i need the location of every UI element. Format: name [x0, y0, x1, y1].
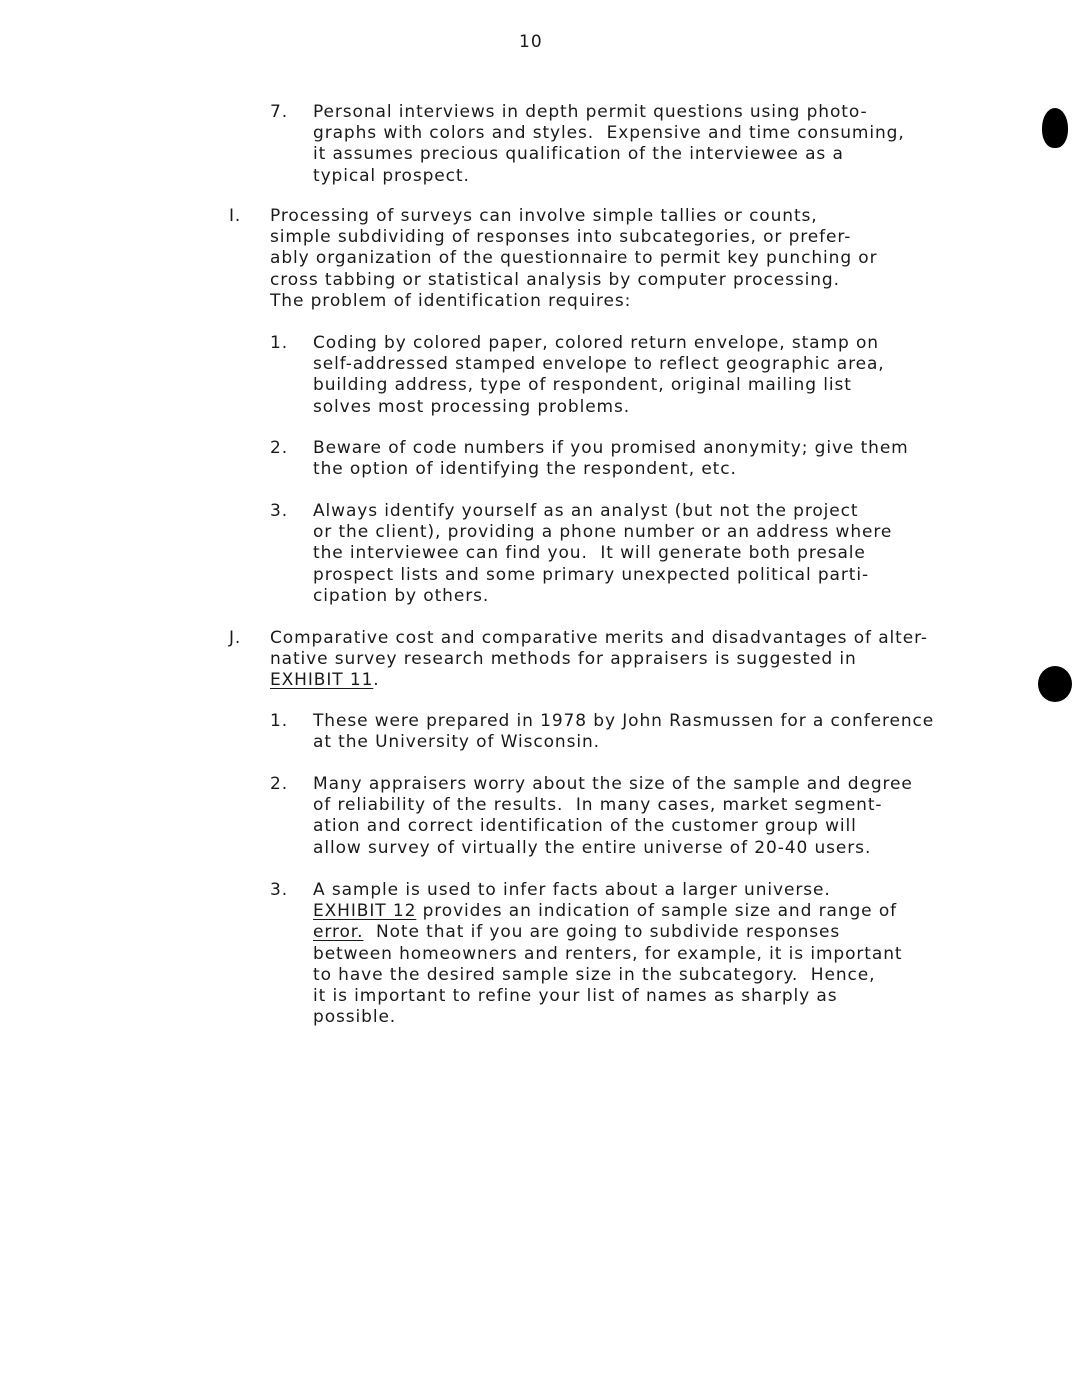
text-line: it is important to refine your list of names as sharply as [313, 986, 838, 1007]
text-line: simple subdividing of responses into subcategories, or prefer- [270, 227, 852, 248]
section-j-item-3-label: 3. [270, 880, 289, 900]
underlined-word: error. [313, 922, 364, 943]
text-line: prospect lists and some primary unexpected political parti- [313, 564, 869, 585]
exhibit-11-reference[interactable]: EXHIBIT 11 [270, 670, 374, 691]
text-line: Beware of code numbers if you promised anonymity; give them [313, 438, 909, 458]
text-line: self-addressed stamped envelope to reflect geographic area, [313, 354, 885, 375]
section-i-text [270, 206, 878, 312]
item-7-label: 7. [270, 102, 289, 122]
text-line [313, 922, 902, 943]
text-line: Processing of surveys can involve simple tallies or counts, [270, 206, 818, 226]
section-i-item-1-text [313, 333, 885, 418]
text-line: Coding by colored paper, colored return envelope, stamp on [313, 333, 879, 353]
text-line: cross tabbing or statistical analysis by computer processing. [270, 269, 840, 290]
section-i-label: I. [229, 206, 242, 226]
text-line: The problem of identification requires: [270, 290, 632, 311]
exhibit-line [313, 901, 902, 922]
exhibit-12-reference[interactable]: EXHIBIT 12 [313, 901, 417, 922]
text-line: solves most processing problems. [313, 396, 631, 417]
section-i-item-1-label: 1. [270, 333, 289, 353]
section-i-item-2-label: 2. [270, 438, 289, 458]
text-line: ation and correct identification of the customer group will [313, 816, 857, 837]
section-j-item-2-text [313, 774, 913, 859]
text-line: Comparative cost and comparative merits and disadvantages of alter- [270, 628, 928, 648]
text-line: building address, type of respondent, original mailing list [313, 375, 852, 396]
text-line: typical prospect. [313, 165, 470, 186]
binder-hole-top [1042, 108, 1068, 148]
text-line: or the client), providing a phone number or an address where [313, 522, 893, 543]
section-i-item-3-text [313, 501, 892, 607]
text-line: possible. [313, 1007, 397, 1028]
text-line: it assumes precious qualification of the interviewee as a [313, 144, 844, 165]
text-line: cipation by others. [313, 585, 490, 606]
text-line: at the University of Wisconsin. [313, 732, 600, 753]
text-line: ably organization of the questionnaire to permit key punching or [270, 248, 878, 269]
section-j-item-3-text [313, 880, 902, 1028]
text-line: allow survey of virtually the entire universe of 20-40 users. [313, 837, 872, 858]
text-line: These were prepared in 1978 by John Rasmussen for a conference [313, 711, 935, 731]
section-j-item-2-label: 2. [270, 774, 289, 794]
text-line: to have the desired sample size in the subcategory. Hence, [313, 964, 876, 985]
section-j-text [270, 628, 928, 692]
page-number: 10 [519, 32, 543, 52]
section-j-item-1-label: 1. [270, 711, 289, 731]
text-line: Many appraisers worry about the size of the sample and degree [313, 774, 913, 794]
text-fragment: Note that if you are going to subdivide responses [363, 922, 841, 943]
item-7-text [313, 102, 905, 187]
text-line: graphs with colors and styles. Expensive and time consuming, [313, 123, 905, 144]
section-j-item-1-text [313, 711, 934, 753]
text-fragment: provides an indication of sample size and range of [416, 901, 898, 922]
text-line: native survey research methods for appraisers is suggested in [270, 649, 857, 670]
section-i-item-2-text [313, 438, 909, 480]
text-line: Personal interviews in depth permit questions using photo- [313, 102, 868, 122]
binder-hole-middle [1038, 666, 1072, 702]
exhibit-line [270, 670, 928, 691]
text-line: the option of identifying the respondent, etc. [313, 459, 737, 480]
text-line: A sample is used to infer facts about a larger universe. [313, 880, 831, 900]
section-i-item-3-label: 3. [270, 501, 289, 521]
text-line: the interviewee can find you. It will generate both presale [313, 543, 866, 564]
section-j-label: J. [229, 628, 242, 648]
exhibit-suffix: . [373, 670, 380, 691]
text-line: of reliability of the results. In many cases, market segment- [313, 795, 883, 816]
text-line: Always identify yourself as an analyst (but not the project [313, 501, 859, 521]
text-line: between homeowners and renters, for example, it is important [313, 943, 903, 964]
